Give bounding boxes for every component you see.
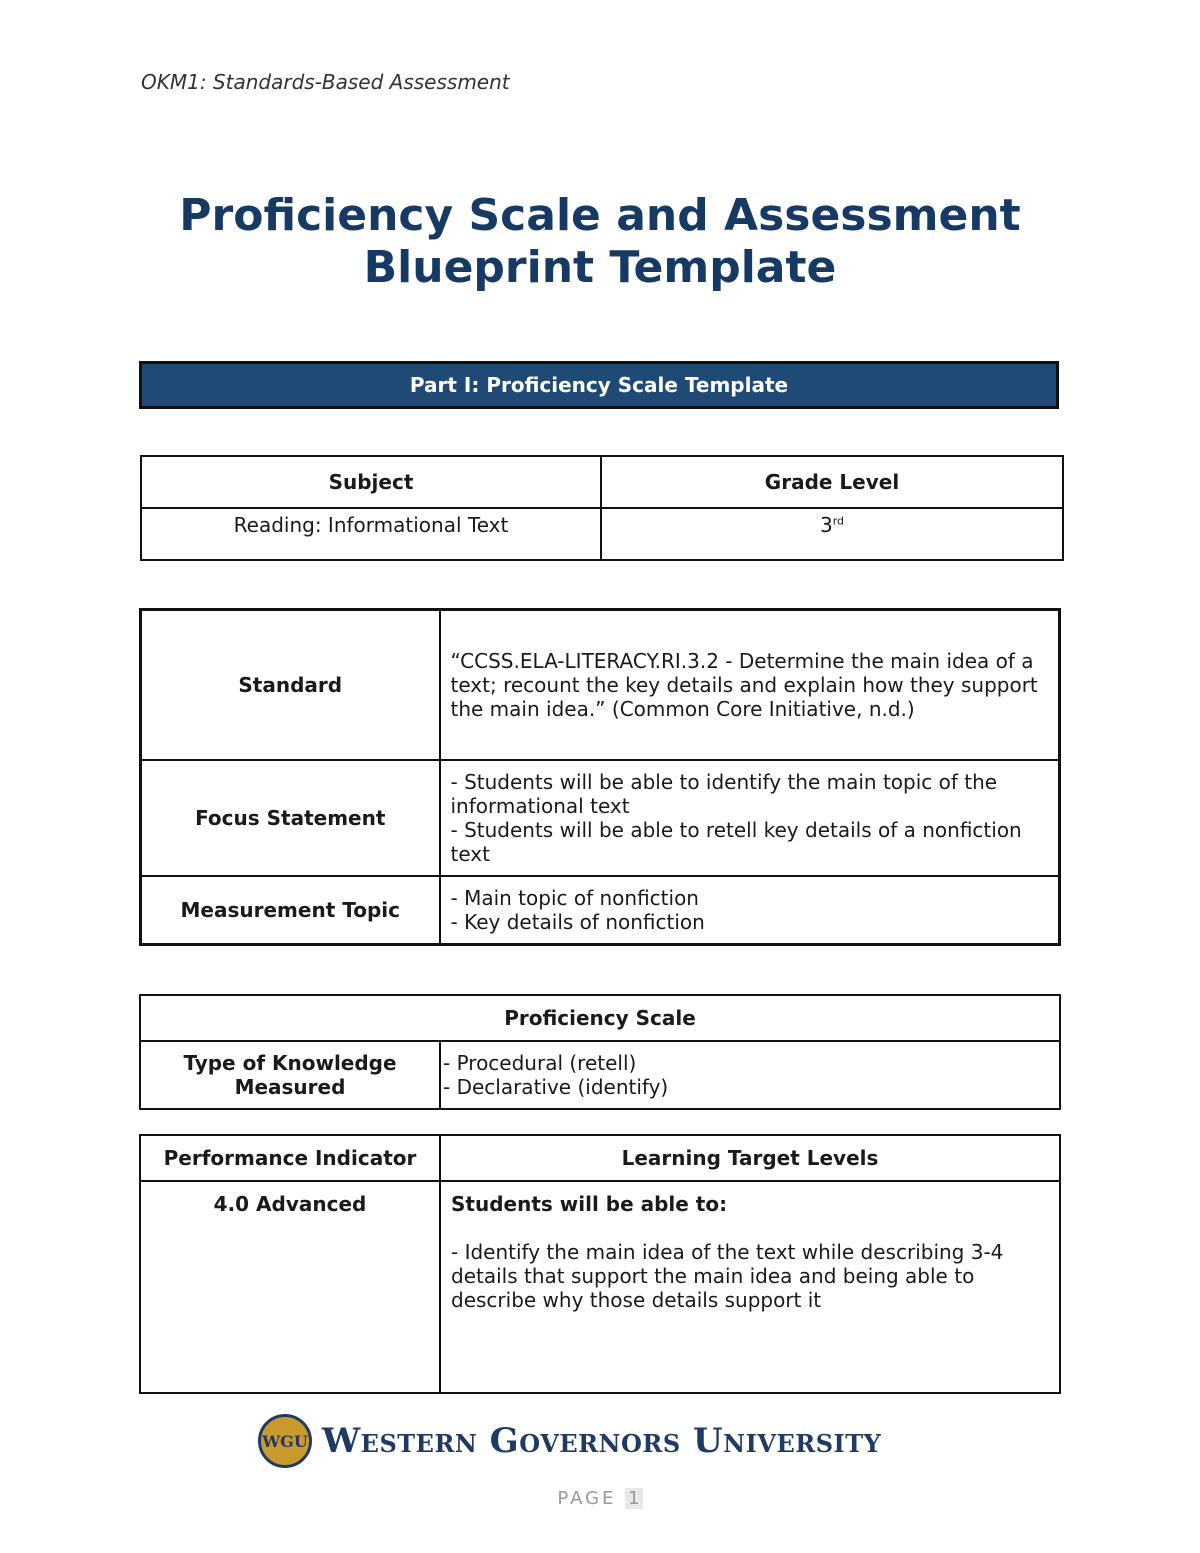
standard-label: Standard [141,610,440,761]
logo-text: Western Governors University [322,1421,882,1461]
standard-text: “CCSS.ELA-LITERACY.RI.3.2 - Determine the main idea of a text; recount the key details and explain how they support the main idea.” (Common Core Initiative, n.d.) [440,610,1060,761]
knowledge-line: - Declarative (identify) [443,1075,669,1099]
page-number-value: 1 [625,1488,642,1509]
table-row [140,995,1060,1041]
table-row [141,610,1060,761]
title-line-2: Blueprint Template [363,242,837,293]
proficiency-scale-table [139,994,1061,1110]
grade-level-header: Grade Level [601,456,1063,508]
level-label: 4.0 Advanced [140,1181,440,1393]
learning-target-levels-header: Learning Target Levels [440,1135,1060,1181]
table-row [141,508,1063,560]
focus-statement-cell [440,760,1060,876]
standard-table [139,608,1061,946]
performance-indicator-header: Performance Indicator [140,1135,440,1181]
measurement-topic-label: Measurement Topic [141,876,440,945]
document-title [0,190,1200,294]
knowledge-type-label: Type of Knowledge Measured [140,1041,440,1109]
university-logo [258,1413,881,1469]
measurement-line: - Key details of nonfiction [450,910,705,934]
proficiency-scale-header: Proficiency Scale [140,995,1060,1041]
level-intro: Students will be able to: [451,1192,728,1216]
knowledge-type-cell [440,1041,1060,1109]
page-label: PAGE [557,1488,617,1509]
table-row [141,456,1063,508]
part-banner: Part I: Proficiency Scale Template [139,361,1059,409]
grade-level-cell [601,508,1063,560]
level-description: - Identify the main idea of the text while describing 3-4 details that support the main idea and being able to describe why those details support it [451,1240,1004,1312]
level-description-cell [440,1181,1060,1393]
table-row [141,876,1060,945]
focus-line: - Students will be able to identify the main topic of the informational text [450,770,998,818]
table-row [141,760,1060,876]
table-row [140,1041,1060,1109]
grade-level-suffix: rd [832,514,845,528]
learning-target-levels-table [139,1134,1061,1394]
knowledge-line: - Procedural (retell) [443,1051,637,1075]
subject-header: Subject [141,456,601,508]
focus-line: - Students will be able to retell key details of a nonfiction text [450,818,1022,866]
page-header: OKM1: Standards-Based Assessment [141,70,510,94]
measurement-line: - Main topic of nonfiction [450,886,699,910]
subject-value: Reading: Informational Text [141,508,601,560]
title-line-1: Proficiency Scale and Assessment [179,190,1021,241]
subject-grade-table [140,455,1064,561]
grade-level-value: 3 [819,513,833,537]
page-number [0,1488,1200,1509]
seal-icon: WGU [258,1414,312,1468]
table-row [140,1135,1060,1181]
table-row [140,1181,1060,1393]
focus-statement-label: Focus Statement [141,760,440,876]
measurement-topic-cell [440,876,1060,945]
